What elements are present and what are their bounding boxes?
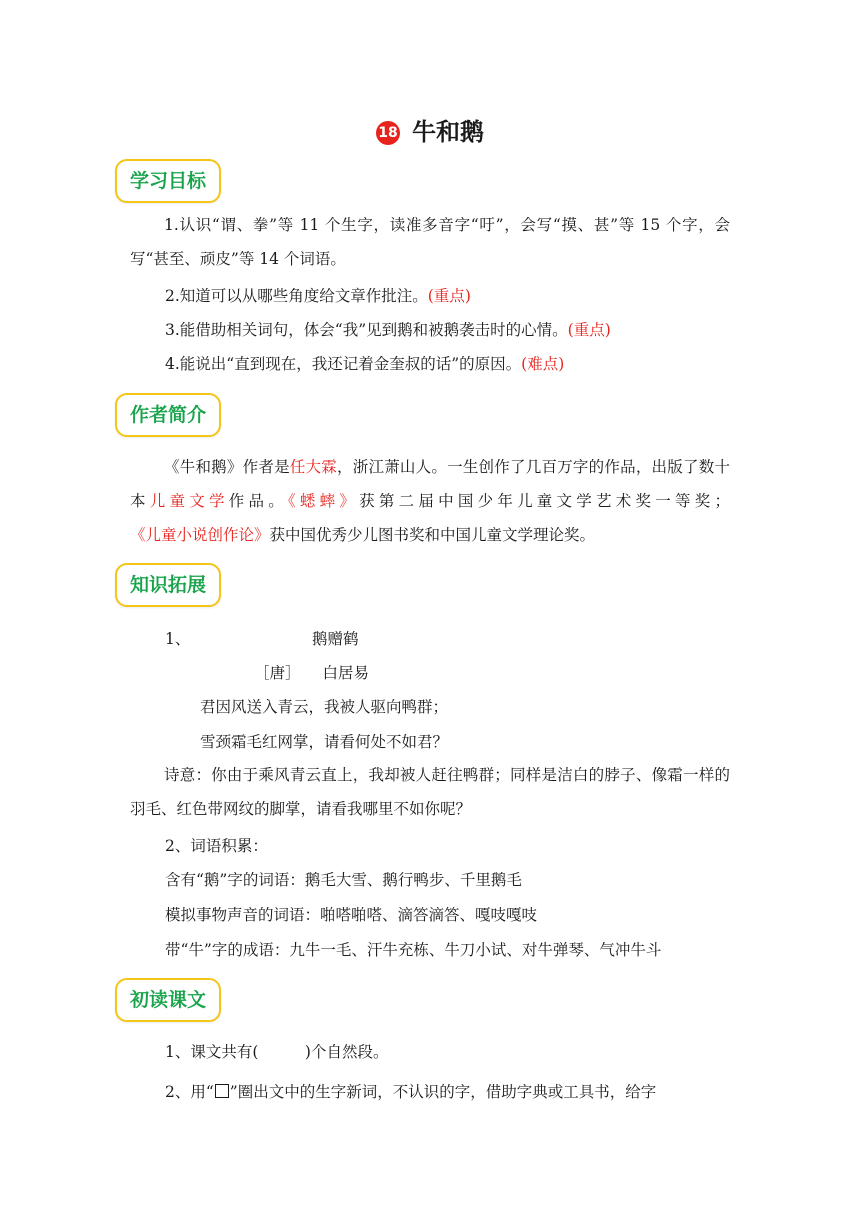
goal-2-text: 2.知道可以从哪些角度给文章作批注。: [165, 287, 428, 305]
goal-3-tag: (重点): [567, 321, 611, 339]
question-text: ”圈出文中的生字新词，不认识的字，借助字典或工具书，给字: [229, 1083, 657, 1101]
author-name: 任大霖: [289, 458, 338, 476]
poem-byline: [254, 663, 369, 683]
author-paragraph: [130, 450, 730, 552]
question-text: 2、用“: [165, 1083, 214, 1101]
lesson-number-badge: 18: [376, 121, 400, 145]
goal-4-tag: (难点): [521, 355, 565, 373]
section-label: 作者简介: [130, 404, 207, 426]
author-text: ，浙江萧山人。一生创作了几百万字的作品，出版了数十本: [130, 458, 730, 510]
goal-3-text: 3.能借助相关词句，体会“我”见到鹅和被鹅袭击时的心情。: [165, 321, 568, 339]
section-header-reading: [115, 978, 221, 1022]
poem-item-number: 1、: [165, 630, 191, 648]
author-book: 《儿童小说创作论》: [130, 526, 270, 544]
goal-1: [130, 208, 730, 276]
poem-dynasty: ［唐］: [254, 664, 301, 682]
poem-line-1: 君因风送入青云，我被人驱向鸭群；: [200, 698, 449, 716]
poem-author: 白居易: [322, 664, 370, 682]
section-label: 知识拓展: [130, 574, 207, 596]
square-icon: [215, 1084, 229, 1098]
goal-2: [165, 286, 471, 306]
goal-2-tag: (重点): [427, 287, 471, 305]
section-label: 初读课文: [130, 989, 207, 1011]
vocab-line-2: 模拟事物声音的词语：啪嗒啪嗒、滴答滴答、嘎吱嘎吱: [165, 906, 538, 924]
author-text: 获第二届中国少年儿童文学艺术奖一等奖；: [359, 492, 730, 510]
author-genre: 儿童文学: [149, 492, 229, 510]
reading-question-1: 1、课文共有( )个自然段。: [165, 1043, 389, 1061]
reading-question-2: [165, 1082, 656, 1102]
goal-1-text: 1.认识“谓、拳”等 11 个生字，读准多音字“吁”，会写“摸、甚”等 15 个字，会写“甚至、顽皮”等 14 个词语。: [130, 216, 730, 268]
poem-line-2: 雪颈霜毛红网掌，请看何处不如君？: [200, 733, 449, 751]
vocab-line-1: 含有“鹅”字的词语：鹅毛大雪、鹅行鸭步、千里鹅毛: [165, 871, 522, 889]
goal-4-text: 4.能说出“直到现在，我还记着金奎叔的话”的原因。: [165, 355, 522, 373]
author-book: 《蟋蟀》: [287, 492, 360, 510]
author-text: 获中国优秀少儿图书奖和中国儿童文学理论奖。: [269, 526, 596, 544]
goal-3: [165, 320, 611, 340]
lesson-title: 牛和鹅: [412, 118, 484, 146]
author-text: 作品。: [228, 492, 288, 510]
vocab-heading: 2、词语积累：: [165, 837, 268, 855]
author-text: 《牛和鹅》作者是: [164, 458, 290, 476]
section-header-author: [115, 393, 221, 437]
section-label: 学习目标: [130, 170, 207, 192]
page-title: [0, 112, 860, 147]
poem-meaning: 诗意：你由于乘风青云直上，我却被人赶往鸭群；同样是洁白的脖子、像霜一样的羽毛、红色带网纹的脚掌，请看我哪里不如你呢？: [130, 766, 730, 818]
section-header-goals: [115, 159, 221, 203]
poem-title: 鹅赠鹤: [312, 630, 359, 648]
section-header-knowledge: [115, 563, 221, 607]
goal-4: [165, 354, 564, 374]
vocab-line-3: 带“牛”字的成语：九牛一毛、汗牛充栋、牛刀小试、对牛弹琴、气冲牛斗: [165, 941, 662, 959]
